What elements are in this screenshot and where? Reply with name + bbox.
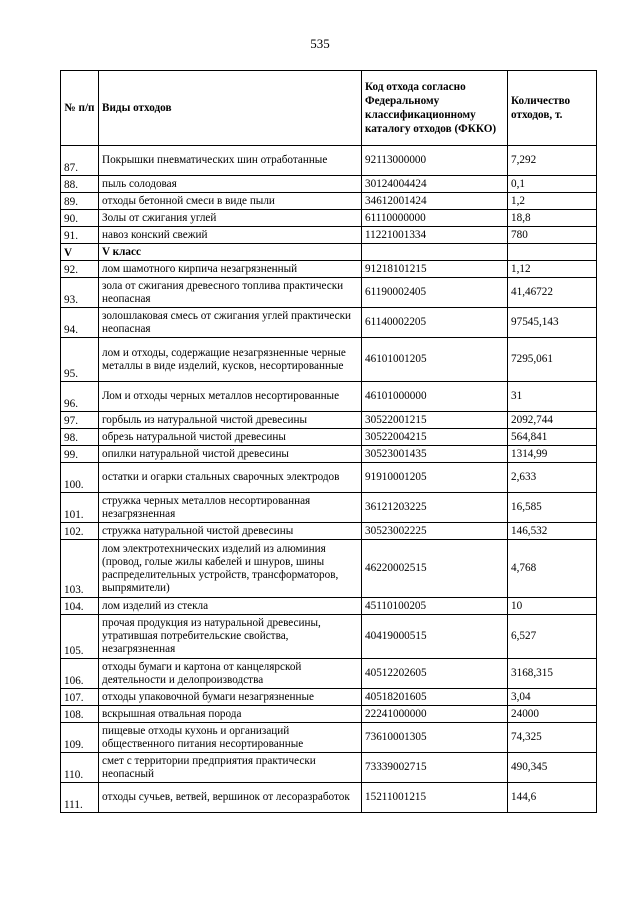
waste-type: навоз конский свежий	[99, 227, 362, 244]
fkko-code: 30523001435	[362, 446, 508, 463]
waste-quantity: 1,2	[508, 193, 597, 210]
waste-quantity: 74,325	[508, 723, 597, 753]
fkko-code: 36121203225	[362, 493, 508, 523]
row-number: 108.	[61, 706, 99, 723]
header-quantity: Количество отходов, т.	[508, 71, 597, 146]
waste-quantity: 146,532	[508, 523, 597, 540]
table-row	[61, 278, 597, 308]
waste-type: горбыль из натуральной чистой древесины	[99, 412, 362, 429]
fkko-code: 91218101215	[362, 261, 508, 278]
waste-type: Покрышки пневматических шин отработанные	[99, 146, 362, 176]
row-number: 94.	[61, 308, 99, 338]
table-row	[61, 210, 597, 227]
table-row	[61, 493, 597, 523]
fkko-code: 40518201605	[362, 689, 508, 706]
table-row	[61, 463, 597, 493]
waste-quantity: 10	[508, 598, 597, 615]
waste-quantity: 24000	[508, 706, 597, 723]
waste-type: зола от сжигания древесного топлива практически неопасная	[99, 278, 362, 308]
fkko-code: 34612001424	[362, 193, 508, 210]
waste-quantity: 2,633	[508, 463, 597, 493]
row-number: 90.	[61, 210, 99, 227]
row-number: 111.	[61, 783, 99, 813]
fkko-code: 40419000515	[362, 615, 508, 659]
table-row	[61, 338, 597, 382]
waste-type: отходы бетонной смеси в виде пыли	[99, 193, 362, 210]
waste-type: Золы от сжигания углей	[99, 210, 362, 227]
fkko-code: 61140002205	[362, 308, 508, 338]
table-body	[61, 146, 597, 813]
section-row	[61, 244, 597, 261]
fkko-code: 30522004215	[362, 429, 508, 446]
waste-type: обрезь натуральной чистой древесины	[99, 429, 362, 446]
fkko-code: 46101001205	[362, 338, 508, 382]
waste-quantity: 490,345	[508, 753, 597, 783]
row-number: 110.	[61, 753, 99, 783]
waste-type: лом изделий из стекла	[99, 598, 362, 615]
waste-type: лом электротехнических изделий из алюминия (провод, голые жилы кабелей и шнуров, шины распределительных устройств, трансформаторов, выпрямители)	[99, 540, 362, 598]
row-number: 104.	[61, 598, 99, 615]
table-row	[61, 412, 597, 429]
table-row	[61, 523, 597, 540]
fkko-code: 22241000000	[362, 706, 508, 723]
row-number: 89.	[61, 193, 99, 210]
row-number: 106.	[61, 659, 99, 689]
table-row	[61, 429, 597, 446]
fkko-code: 40512202605	[362, 659, 508, 689]
header-waste-type: Виды отходов	[99, 71, 362, 146]
waste-quantity: 3,04	[508, 689, 597, 706]
waste-type: отходы упаковочной бумаги незагрязненные	[99, 689, 362, 706]
fkko-code: 30124004424	[362, 176, 508, 193]
fkko-code: 91910001205	[362, 463, 508, 493]
row-number: 99.	[61, 446, 99, 463]
fkko-code: 92113000000	[362, 146, 508, 176]
waste-type: лом шамотного кирпича незагрязненный	[99, 261, 362, 278]
row-number: 107.	[61, 689, 99, 706]
waste-quantity: 780	[508, 227, 597, 244]
fkko-code: 73339002715	[362, 753, 508, 783]
waste-quantity: 4,768	[508, 540, 597, 598]
row-number: 103.	[61, 540, 99, 598]
waste-quantity: 3168,315	[508, 659, 597, 689]
waste-type: отходы сучьев, ветвей, вершинок от лесоразработок	[99, 783, 362, 813]
waste-type: остатки и огарки стальных сварочных электродов	[99, 463, 362, 493]
table-row	[61, 176, 597, 193]
waste-type: V класс	[99, 244, 362, 261]
waste-type: лом и отходы, содержащие незагрязненные черные металлы в виде изделий, кусков, несортированные	[99, 338, 362, 382]
page-number: 535	[310, 36, 330, 51]
waste-quantity: 16,585	[508, 493, 597, 523]
waste-quantity: 1,12	[508, 261, 597, 278]
table-row	[61, 227, 597, 244]
waste-type: смет с территории предприятия практически неопасный	[99, 753, 362, 783]
table-row	[61, 193, 597, 210]
table-row	[61, 261, 597, 278]
waste-type: опилки натуральной чистой древесины	[99, 446, 362, 463]
table-row	[61, 146, 597, 176]
row-number: 95.	[61, 338, 99, 382]
waste-quantity: 1314,99	[508, 446, 597, 463]
row-number: 109.	[61, 723, 99, 753]
header-fkko-code: Код отхода согласно Федеральному классификационному каталогу отходов (ФККО)	[362, 71, 508, 146]
waste-table	[60, 70, 597, 813]
row-number: 101.	[61, 493, 99, 523]
fkko-code: 15211001215	[362, 783, 508, 813]
table-row	[61, 540, 597, 598]
table-row	[61, 446, 597, 463]
row-number: 93.	[61, 278, 99, 308]
row-number: 105.	[61, 615, 99, 659]
waste-type: стружка натуральной чистой древесины	[99, 523, 362, 540]
table-row	[61, 689, 597, 706]
waste-quantity: 6,527	[508, 615, 597, 659]
fkko-code: 30523002225	[362, 523, 508, 540]
waste-type: Лом и отходы черных металлов несортированные	[99, 382, 362, 412]
row-number: 102.	[61, 523, 99, 540]
waste-type: золошлаковая смесь от сжигания углей практически неопасная	[99, 308, 362, 338]
row-number: 91.	[61, 227, 99, 244]
waste-type: стружка черных металлов несортированная незагрязненная	[99, 493, 362, 523]
waste-type: пыль солодовая	[99, 176, 362, 193]
header-number: № п/п	[61, 71, 99, 146]
waste-quantity: 31	[508, 382, 597, 412]
waste-quantity: 18,8	[508, 210, 597, 227]
table-header-row	[61, 71, 597, 146]
table-row	[61, 783, 597, 813]
row-number: 98.	[61, 429, 99, 446]
waste-quantity: 144,6	[508, 783, 597, 813]
table-row	[61, 615, 597, 659]
fkko-code	[362, 244, 508, 261]
row-number: 96.	[61, 382, 99, 412]
table-row	[61, 723, 597, 753]
waste-type: отходы бумаги и картона от канцелярской деятельности и делопроизводства	[99, 659, 362, 689]
fkko-code: 30522001215	[362, 412, 508, 429]
table-row	[61, 706, 597, 723]
waste-quantity: 2092,744	[508, 412, 597, 429]
row-number: 92.	[61, 261, 99, 278]
table-row	[61, 753, 597, 783]
table-row	[61, 308, 597, 338]
row-number: 97.	[61, 412, 99, 429]
row-number: V	[61, 244, 99, 261]
fkko-code: 45110100205	[362, 598, 508, 615]
waste-quantity	[508, 244, 597, 261]
waste-quantity: 564,841	[508, 429, 597, 446]
waste-quantity: 97545,143	[508, 308, 597, 338]
table-row	[61, 382, 597, 412]
waste-type: пищевые отходы кухонь и организаций общественного питания несортированные	[99, 723, 362, 753]
fkko-code: 46101000000	[362, 382, 508, 412]
table-row	[61, 659, 597, 689]
waste-quantity: 41,46722	[508, 278, 597, 308]
row-number: 87.	[61, 146, 99, 176]
fkko-code: 61190002405	[362, 278, 508, 308]
fkko-code: 46220002515	[362, 540, 508, 598]
table-row	[61, 598, 597, 615]
waste-quantity: 0,1	[508, 176, 597, 193]
waste-type: прочая продукция из натуральной древесины, утратившая потребительские свойства, незагрязненная	[99, 615, 362, 659]
waste-type: вскрышная отвальная порода	[99, 706, 362, 723]
fkko-code: 61110000000	[362, 210, 508, 227]
fkko-code: 11221001334	[362, 227, 508, 244]
row-number: 100.	[61, 463, 99, 493]
row-number: 88.	[61, 176, 99, 193]
fkko-code: 73610001305	[362, 723, 508, 753]
waste-quantity: 7295,061	[508, 338, 597, 382]
waste-quantity: 7,292	[508, 146, 597, 176]
